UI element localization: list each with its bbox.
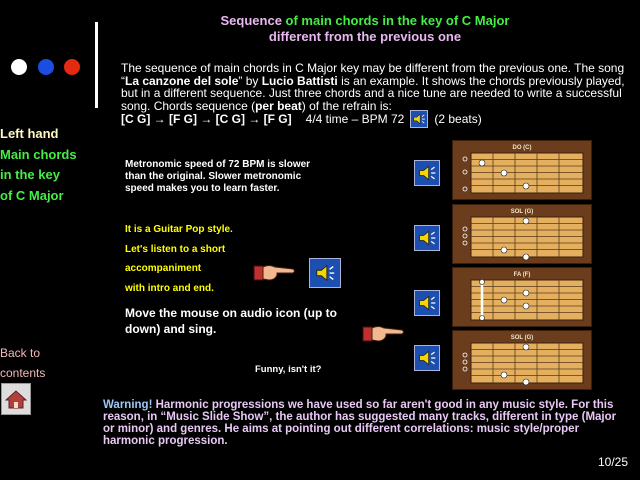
chord-name: FA (F) [513,272,531,278]
artist-name: Lucio Battisti [261,73,338,88]
tempo-text: 4/4 time – BPM 72 [305,112,405,126]
chord-1-audio-button[interactable] [414,160,440,186]
intro-text-c: is an example. It shows the chords previously played, but in a different sequence. Just three chords and a nice tune are needed to write a successful song. Chords sequence ( [121,73,625,113]
vertical-divider [95,22,98,108]
style-line-2: Let's listen to a short [125,243,226,255]
back-to-contents-link-2[interactable]: contents [0,366,46,380]
warning-paragraph [103,399,623,447]
style-description [125,220,295,298]
speaker-icon [417,228,437,248]
style-line-3: accompaniment [125,263,202,274]
sidebar-line-2: in the key [0,167,60,182]
page-number: 10/25 [598,455,629,469]
title-part-1: Sequence [220,13,286,28]
style-line-1: It is a Guitar Pop style. [125,224,233,235]
chord-name: DO (C) [512,145,532,151]
red-dot [64,59,80,75]
home-icon [5,389,27,409]
speaker-icon [412,112,426,126]
warning-text: Harmonic progressions we have used so far aren't good in any music style. For this reason, in “Music Slide Show”, the author has suggested many tracks, different in type (Major or minor) and genres. He aims at pointing out different correlations: music style/proper harmonic progression. [103,399,617,447]
warning-label: Warning! [103,399,153,411]
accompaniment-audio-button[interactable] [309,258,341,288]
intro-text-d: ) of the refrain is: [301,98,392,113]
intro-paragraph [121,62,631,112]
pointing-hand-icon [253,261,297,283]
chord-2-audio-button[interactable] [414,225,440,251]
title-line-2: different from the previous one [268,29,462,44]
fretboard-graphic [453,141,591,199]
pointing-hand-icon [362,322,406,344]
chord-sequence: [C G] → [F G] → [C G] → [F G] [121,112,292,126]
sidebar-heading: Left hand [0,126,59,141]
chord-diagram-f [452,267,592,327]
chord-3-audio-button[interactable] [414,290,440,316]
chord-sequence-row [121,110,482,128]
chord-diagram-g-2 [452,330,592,390]
beats-text: (2 beats) [434,112,482,126]
home-button[interactable] [1,383,31,415]
chord-4-audio-button[interactable] [414,345,440,371]
chord-diagram-c [452,140,592,200]
speaker-icon [417,348,437,368]
metronome-note: Metronomic speed of 72 BPM is slower than the original. Slower metronomic speed makes you to learn faster. [125,159,311,194]
move-mouse-instruction: Move the mouse on audio icon (up to down) and sing. [125,306,337,336]
intro-text-a: The sequence of main chords in C Major key may be different from the previous one. The song “ [121,61,625,88]
intro-text-b: ” by [238,73,262,88]
per-beat-text: per beat [255,98,302,113]
funny-caption: Funny, isn't it? [255,364,322,375]
speaker-icon [417,163,437,183]
sidebar-line-1: Main chords [0,147,77,162]
fretboard-graphic [453,268,591,326]
chord-name: SOL (G) [510,335,534,341]
song-title: La canzone del sole [125,73,239,88]
fretboard-graphic [453,205,591,263]
white-dot [11,59,27,75]
metronome-audio-button[interactable] [410,110,428,128]
blue-dot [38,59,54,75]
chord-diagram-g [452,204,592,264]
fretboard-graphic [453,331,591,389]
chord-name: SOL (G) [510,209,534,215]
style-line-4: with intro and end. [125,282,214,294]
page-title [170,13,560,45]
speaker-icon [417,293,437,313]
speaker-icon [314,262,336,284]
title-part-2: of main chords in the key of C Major [285,13,510,28]
sidebar-line-3: of C Major [0,188,64,203]
back-to-contents-link[interactable]: Back to [0,346,41,360]
